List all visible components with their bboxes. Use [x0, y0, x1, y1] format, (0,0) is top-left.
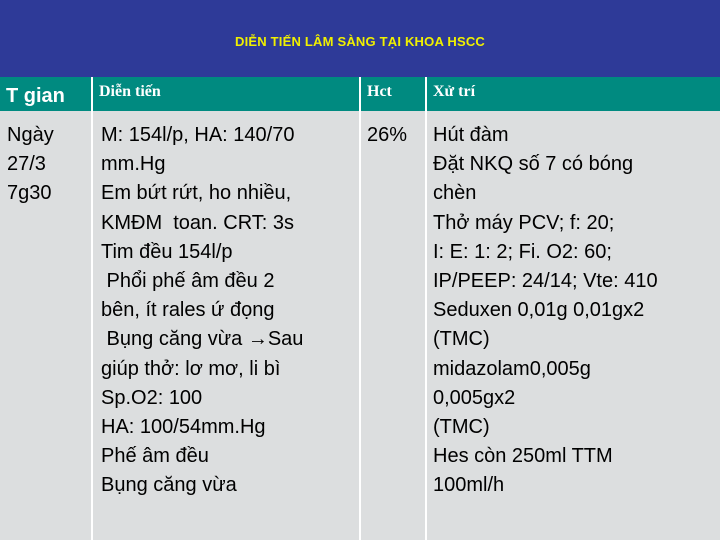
progress-line: Em bứt rứt, ho nhiều, [101, 182, 292, 205]
header-time-label: T gian [6, 85, 65, 107]
time-line: Ngày [7, 124, 54, 146]
treatment-line: Đặt NKQ số 7 có bóng [433, 153, 634, 176]
treatment-line: chèn [433, 182, 477, 205]
progress-line: mm.Hg [101, 153, 166, 176]
header-hct-label: Hct [367, 83, 392, 100]
header-progress-label: Diễn tiến [99, 83, 161, 100]
header-time [0, 77, 93, 111]
progress-line: Tim đều 154l/p [101, 240, 233, 263]
arrow-right-icon: → [247, 328, 268, 351]
progress-line: Phế âm đều [101, 445, 209, 468]
progress-arrow-target: Sau [267, 328, 304, 351]
title-bar [0, 0, 720, 76]
table-row [0, 111, 720, 540]
cell-progress [93, 111, 361, 540]
treatment-line: midazolam0,005g [433, 357, 591, 380]
header-progress [93, 77, 361, 111]
header-hct [361, 77, 427, 111]
hct-value: 26% [367, 124, 408, 146]
treatment-line: (TMC) [433, 328, 490, 351]
progress-line-text: Bụng căng vừa [101, 328, 248, 351]
progress-line-with-arrow [101, 325, 303, 354]
progress-line: bên, ít rales ứ đọng [101, 299, 275, 322]
treatment-line: Hút đàm [433, 124, 509, 146]
progress-line: KMĐM toan. CRT: 3s [101, 211, 295, 234]
time-line: 7g30 [7, 182, 52, 205]
slide-title: DIỄN TIẾN LÂM SÀNG TẠI KHOA HSCC [234, 34, 486, 49]
treatment-line: I: E: 1: 2; Fi. O2: 60; [433, 240, 612, 263]
progress-line: Phổi phế âm đều 2 [101, 270, 275, 293]
progress-line: M: 154l/p, HA: 140/70 [101, 124, 295, 146]
treatment-line: (TMC) [433, 416, 490, 439]
progress-line: giúp thở: lơ mơ, li bì [101, 357, 281, 380]
treatment-line: 0,005gx2 [433, 386, 516, 409]
treatment-line: 100ml/h [433, 474, 505, 497]
progress-line: Sp.O2: 100 [101, 386, 203, 409]
cell-treatment [427, 111, 720, 540]
cell-time [0, 111, 93, 540]
header-treatment [427, 77, 720, 111]
treatment-line: Seduxen 0,01g 0,01gx2 [433, 299, 645, 322]
progress-line: Bụng căng vừa [101, 474, 237, 497]
header-treatment-label: Xử trí [433, 83, 476, 100]
treatment-line: Thở máy PCV; f: 20; [433, 211, 615, 234]
treatment-line: Hes còn 250ml TTM [433, 445, 613, 468]
progress-line: HA: 100/54mm.Hg [101, 416, 266, 439]
cell-hct [361, 111, 427, 540]
table-header-row [0, 77, 720, 111]
treatment-line: IP/PEEP: 24/14; Vte: 410 [433, 270, 658, 293]
time-line: 27/3 [7, 153, 46, 176]
